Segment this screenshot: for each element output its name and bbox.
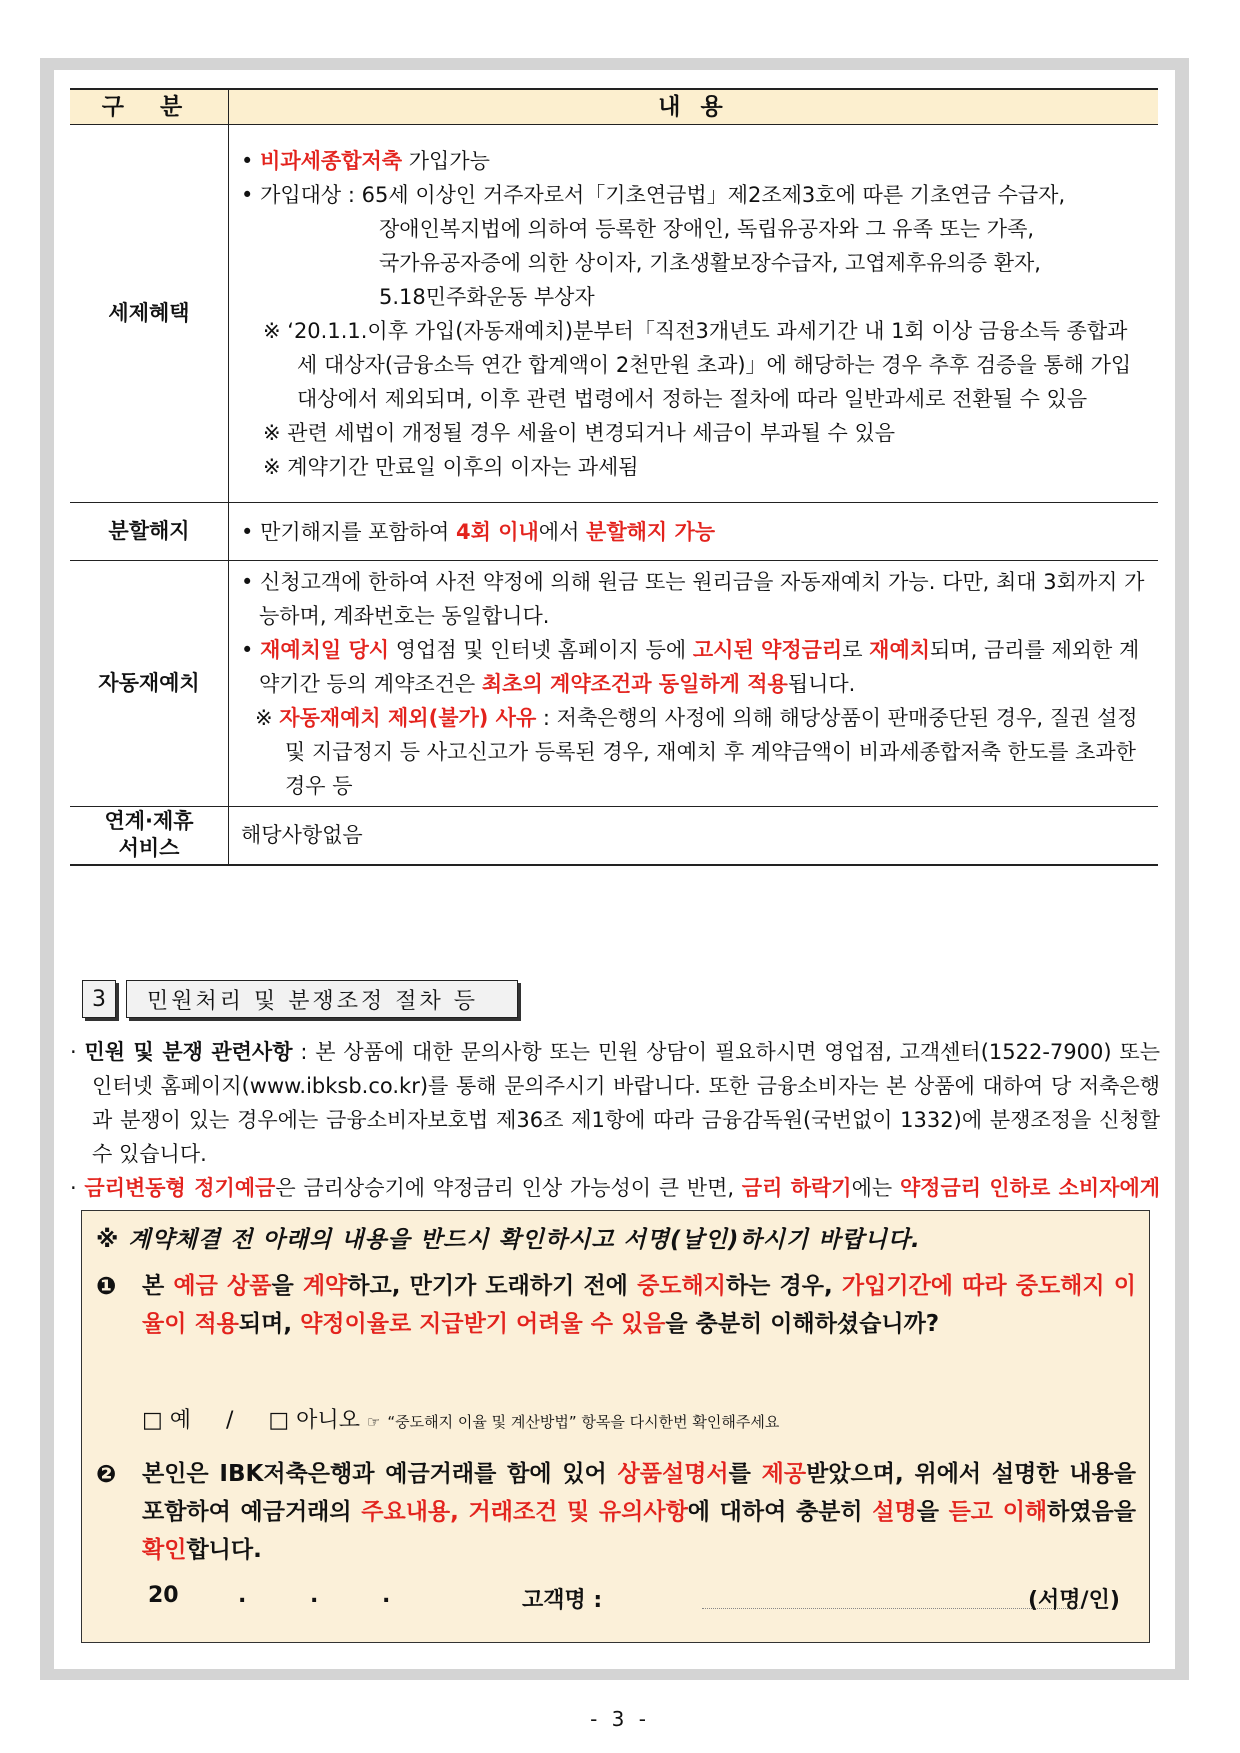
customer-name-field[interactable]: [702, 1608, 1082, 1609]
section-heading: [82, 980, 518, 1020]
list-item: • 신청고객에 한하여 사전 약정에 의해 원금 또는 원리금을 자동재예치 가능. 다만, 최대 3회까지 가능하며, 계좌번호는 동일합니다.: [241, 569, 1145, 628]
section-title: 민원처리 및 분쟁조정 절차 등: [126, 980, 518, 1018]
hint-text: “중도해지 이율 및 계산방법” 항목을 다시한번 확인해주세요: [387, 1413, 780, 1431]
tax-content: [229, 125, 1159, 503]
list-item-cont: 국가유공자증에 의한 상이자, 기초생활보장수급자, 고엽제후유의증 환자,: [379, 250, 1041, 275]
section-number: 3: [82, 980, 116, 1018]
auto-note: ※ 자동재예치 제외(불가) 사유 : 저축은행의 사정에 의해 해당상품이 판매중단된 경우, 질권 설정 및 지급정지 등 사고신고가 등록된 경우, 재예치 후 계약금액이 비과세종합저축 한도를 초과한 경우 등: [255, 705, 1138, 798]
row-header-auto: 자동재예치: [70, 561, 229, 807]
tax-note: ※ 관련 세법이 개정될 경우 세율이 변경되거나 세금이 부과될 수 있음: [263, 420, 896, 445]
split-content: • 만기해지를 포함하여 4회 이내에서 분할해지 가능: [229, 503, 1159, 561]
note-rate-change: · 금리변동형 정기예금은 금리상승기에 약정금리 인상 가능성이 큰 반면, 금리 하락기에는 약정금리 인하로 소비자에게: [70, 1176, 1161, 1200]
auto-content: [229, 561, 1159, 807]
col-header-category: 구 분: [70, 89, 229, 125]
product-info-table: [70, 88, 1158, 866]
question-2-number: ❷: [96, 1460, 117, 1488]
list-item: • 가입대상 : 65세 이상인 거주자로서「기초연금법」제2조제3호에 따른 기초연금 수급자,: [241, 182, 1066, 207]
date-dot: .: [310, 1583, 319, 1608]
tax-note: ※ ‘20.1.1.이후 가입(자동재예치)분부터「직전3개년도 과세기간 내 1회 이상 금융소득 종합과세 대상자(금융소득 연간 합계액이 2천만원 초과)」에 해당하는 경우 추후 검증을 통해 가입대상에서 제외되며, 이후 관련 법령에서 정하는 절차에 따라 일반과세로 전환될 수 있음: [263, 318, 1132, 411]
col-header-content: 내 용: [229, 89, 1159, 125]
partner-content: 해당사항없음: [229, 807, 1159, 865]
row-header-partner: 연계·제휴 서비스: [70, 807, 229, 865]
table-row-tax: [70, 125, 1158, 503]
pointing-hand-icon: ☞: [366, 1413, 381, 1431]
tax-note: ※ 계약기간 만료일 이후의 이자는 과세됨: [263, 454, 639, 479]
table-row-split: [70, 503, 1158, 561]
date-dot: .: [238, 1583, 247, 1608]
list-item: • 비과세종합저축 가입가능: [241, 148, 490, 173]
page-number: - 3 -: [590, 1707, 650, 1731]
signature-label: (서명/인): [1028, 1588, 1120, 1613]
question-1: ❶ 본 예금 상품을 계약하고, 만기가 도래하기 전에 중도해지하는 경우, 가입기간에 따라 중도해지 이율이 적용되며, 약정이율로 지급받기 어려울 수 있음을 충분히 이해하셨습니까?: [96, 1267, 1136, 1343]
list-item-cont: 5.18민주화운동 부상자: [379, 284, 595, 309]
note-dispute: · 민원 및 분쟁 관련사항 : 본 상품에 대한 문의사항 또는 민원 상담이 필요하시면 영업점, 고객센터(1522-7900) 또는 인터넷 홈페이지(www.ibksb.co.kr)를 통해 문의주시기 바랍니다. 또한 금융소비자는 본 상품에 대하여 당 저축은행과 분쟁이 있는 경우에는 금융소비자보호법 제36조 제1항에 따라 금융감독원(국번없이 1332)에 분쟁조정을 신청할 수 있습니다.: [70, 1040, 1160, 1166]
row-header-split: 분할해지: [70, 503, 229, 561]
row-header-tax: 세제혜택: [70, 125, 229, 503]
list-item-cont: 장애인복지법에 의하여 등록한 장애인, 독립유공자와 그 유족 또는 가족,: [379, 216, 1035, 241]
yes-checkbox[interactable]: □ 예: [142, 1408, 192, 1433]
dispute-notes: [70, 1035, 1160, 1239]
list-item: • 재예치일 당시 영업점 및 인터넷 홈페이지 등에 고시된 약정금리로 재예치되며, 금리를 제외한 계약기간 등의 계약조건은 최초의 계약조건과 동일하게 적용됩니다.: [241, 637, 1140, 696]
question-2: ❷ 본인은 IBK저축은행과 예금거래를 함에 있어 상품설명서를 제공받았으며, 위에서 설명한 내용을 포함하여 예금거래의 주요내용, 거래조건 및 유의사항에 대하여 충분히 설명을 듣고 이해하였음을 확인합니다.: [96, 1455, 1136, 1569]
no-checkbox[interactable]: □ 아니오: [268, 1408, 360, 1433]
customer-name-label: 고객명 :: [522, 1588, 603, 1613]
page-border: [40, 58, 1189, 1680]
table-row-partner: [70, 807, 1158, 865]
date-year: 20: [148, 1583, 179, 1608]
confirmation-heading: ※ 계약체결 전 아래의 내용을 반드시 확인하시고 서명(날인)하시기 바랍니다.: [96, 1227, 921, 1253]
choice-separator: /: [226, 1408, 234, 1433]
answer-choices: [142, 1403, 779, 1434]
table-header-row: [70, 89, 1158, 125]
confirmation-box: [81, 1210, 1150, 1643]
document-page: [54, 70, 1175, 1669]
question-1-number: ❶: [96, 1272, 117, 1300]
date-dot: .: [382, 1583, 391, 1608]
table-row-auto: [70, 561, 1158, 807]
